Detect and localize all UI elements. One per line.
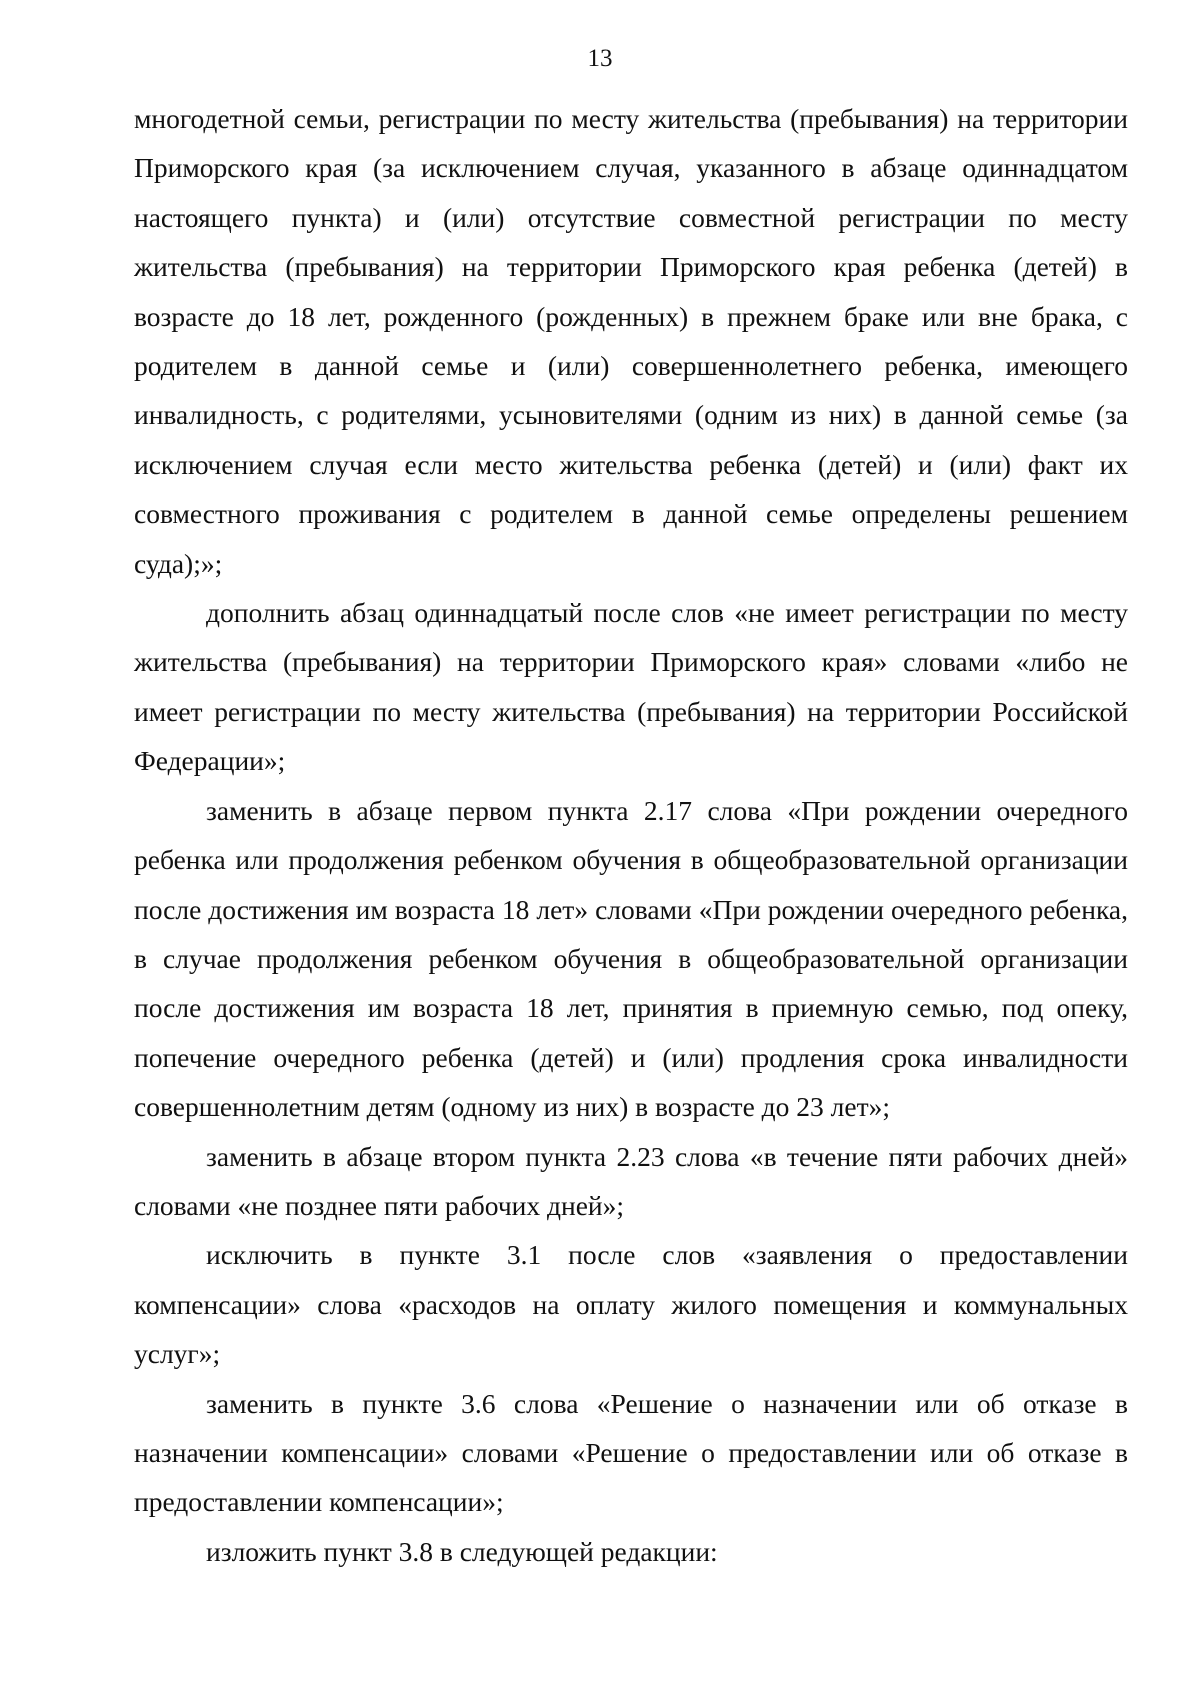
paragraph-5: исключить в пункте 3.1 после слов «заявления о предоставлении компенсации» слова «расходов на оплату жилого помещения и коммунальных услуг»; [134, 1239, 1128, 1370]
paragraph-1: многодетной семьи, регистрации по месту жительства (пребывания) на территории Приморского края (за исключением случая, указанного в абзаце одиннадцатом настоящего пункта) и (или) отсутствие совместной регистрации по месту жительства (пребывания) на территории Приморского края ребенка (детей) в возрасте до 18 лет, рожденного (рожденных) в прежнем браке или вне брака, с родителем в данной семье и (или) совершеннолетнего ребенка, имеющего инвалидность, с родителями, усыновителями (одним из них) в данной семье (за исключением случая если место жительства ребенка (детей) и (или) факт их совместного проживания с родителем в данной семье определены решением суда);»; [134, 103, 1128, 579]
paragraph-6: заменить в пункте 3.6 слова «Решение о назначении или об отказе в назначении компенсации» словами «Решение о предоставлении или об отказе в предоставлении компенсации»; [134, 1387, 1128, 1518]
paragraph-7: изложить пункт 3.8 в следующей редакции: [206, 1535, 718, 1567]
document-body [134, 94, 1128, 1576]
page-number: 13 [587, 45, 613, 72]
paragraph-2: дополнить абзац одиннадцатый после слов «не имеет регистрации по месту жительства (пребывания) на территории Приморского края» словами «либо не имеет регистрации по месту жительства (пребывания) на территории Российской Федерации»; [134, 597, 1128, 777]
paragraph-3: заменить в абзаце первом пункта 2.17 слова «При рождении очередного ребенка или продолжения ребенком обучения в общеобразовательной организации после достижения им возраста 18 лет» словами «При рождении очередного ребенка, в случае продолжения ребенком обучения в общеобразовательной организации после достижения им возраста 18 лет, принятия в приемную семью, под опеку, попечение очередного ребенка (детей) и (или) продления срока инвалидности совершеннолетним детям (одному из них) в возрасте до 23 лет»; [134, 794, 1128, 1123]
paragraph-4: заменить в абзаце втором пункта 2.23 слова «в течение пяти рабочих дней» словами «не позднее пяти рабочих дней»; [134, 1140, 1128, 1221]
